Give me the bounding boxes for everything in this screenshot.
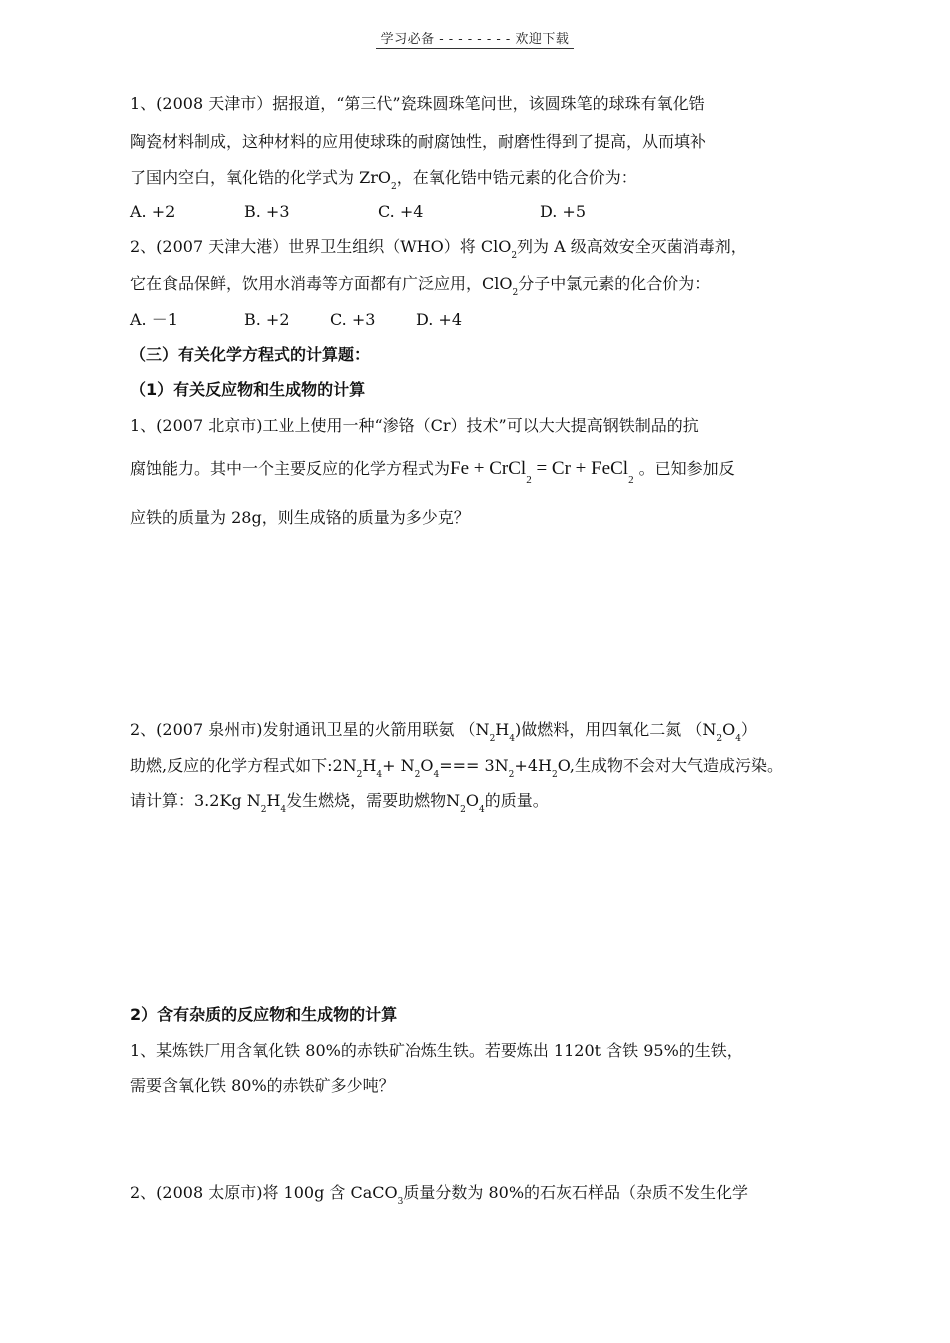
subscript: 2 (716, 734, 723, 744)
impurity2-line-1-tail: 质量分数为 80%的石灰石样品（杂质不发生化学 (403, 1183, 749, 1202)
subscript: 4 (509, 734, 515, 744)
equation-subscript-1: 2 (526, 474, 532, 486)
calc1-line-1: 1、(2007 北京市)工业上使用一种“渗铬（Cr）技术”可以大大提高钢铁制品的抗 (130, 416, 699, 435)
q1-option-a: A. +2 (130, 202, 176, 221)
subscript: 2 (414, 770, 421, 780)
header-rule (376, 48, 574, 49)
formula-part: O (722, 720, 736, 739)
calc2-line-1-tail: ） (740, 720, 757, 739)
calc1-line-2 (130, 458, 735, 486)
q1-option-d: D. +5 (540, 202, 587, 221)
q1-line-1: 1、(2008 天津市）据报道，“第三代”瓷珠圆珠笔问世，该圆珠笔的球珠有氧化锆 (130, 94, 705, 113)
subscript: 2 (260, 805, 267, 815)
subscript: 2 (489, 734, 496, 744)
calc2-line-3 (130, 791, 549, 815)
calc2-line-1-text: 2、(2007 泉州市)发射通讯卫星的火箭用联氨 （N (130, 720, 490, 739)
q2-line-1-tail: 列为 A 级高效安全灭菌消毒剂， (517, 237, 747, 256)
q2-option-c: C. +3 (330, 310, 376, 329)
formula-part: H (362, 756, 377, 775)
formula-part: O (420, 756, 434, 775)
calc2-line-2-text: 助燃,反应的化学方程式如下:2N (130, 756, 357, 775)
subscript: 4 (479, 805, 485, 815)
calc2-line-1 (130, 720, 757, 744)
q2-line-1 (130, 237, 747, 261)
q2-option-a: A. －1 (130, 310, 178, 329)
impurity2-line-1 (130, 1183, 749, 1207)
subscript: 4 (433, 770, 440, 780)
calc2-line-1-mid: )做燃料，用四氧化二氮 （N (514, 720, 717, 739)
q1-option-b: B. +3 (244, 202, 290, 221)
equation-rhs: = Cr + FeCl (531, 458, 629, 479)
q1-line-3-tail: ，在氧化锆中锆元素的化合价为： (396, 168, 637, 187)
q2-line-2 (130, 274, 711, 298)
equation-subscript-2: 2 (628, 474, 634, 486)
caco3-subscript: 3 (397, 1197, 404, 1207)
formula-part: === 3N (439, 756, 509, 775)
calc1-line-2-text: 腐蚀能力。其中一个主要反应的化学方程式为 (130, 459, 451, 478)
calc2-line-2 (130, 756, 783, 780)
page-header: 学习必备 - - - - - - - - 欢迎下载 (380, 32, 570, 47)
calc2-line-3-text: 请计算：3.2Kg N (130, 791, 261, 810)
q2-option-b: B. +2 (244, 310, 290, 329)
subscript: 2 (551, 770, 558, 780)
q2-line-2-tail: 分子中氯元素的化合价为： (518, 274, 711, 293)
chemical-equation (450, 458, 634, 486)
section-3-title: （三）有关化学方程式的计算题： (130, 345, 371, 364)
calc2-line-3-tail: 的质量。 (484, 791, 549, 810)
equation-lhs: Fe + CrCl (450, 458, 527, 479)
subscript: 4 (376, 770, 383, 780)
subscript: 2 (460, 805, 466, 815)
calc1-line-2-tail: 。已知参加反 (633, 459, 735, 478)
formula-part: + N (382, 756, 415, 775)
q2-option-d: D. +4 (416, 310, 463, 329)
q2-subscript-2: 2 (512, 288, 519, 298)
impurity2-line-1-text: 2、(2008 太原市)将 100g 含 CaCO (130, 1183, 398, 1202)
subsection-1-title: （1）有关反应物和生成物的计算 (130, 380, 366, 399)
impurity1-line-1: 1、某炼铁厂用含氧化铁 80%的赤铁矿冶炼生铁。若要炼出 1120t 含铁 95%的生铁， (130, 1041, 743, 1060)
formula-part: +4H (514, 756, 552, 775)
subsection-2-title: 2）含有杂质的反应物和生成物的计算 (130, 1005, 398, 1024)
formula-part: H (495, 720, 510, 739)
q2-line-1-text: 2、(2007 天津大港）世界卫生组织（WHO）将 ClO (130, 237, 512, 256)
formula-part: H (266, 791, 281, 810)
q1-subscript: 2 (390, 182, 397, 192)
q1-line-3-text: 了国内空白，氧化锆的化学式为 ZrO (130, 168, 391, 187)
subscript: 4 (280, 805, 287, 815)
q1-line-2: 陶瓷材料制成，这种材料的应用使球珠的耐腐蚀性，耐磨性得到了提高，从而填补 (130, 132, 707, 151)
impurity1-line-2: 需要含氧化铁 80%的赤铁矿多少吨？ (130, 1076, 395, 1095)
formula-part: O (465, 791, 480, 810)
q1-line-3 (130, 168, 637, 192)
calc2-line-2-tail: O,生成物不会对大气造成污染。 (557, 756, 783, 775)
calc1-line-3: 应铁的质量为 28g，则生成铬的质量为多少克？ (130, 508, 470, 527)
calc2-line-3-mid: 发生燃烧，需要助燃物N (286, 791, 461, 810)
subscript: 2 (508, 770, 515, 780)
q2-subscript-1: 2 (511, 251, 518, 261)
q1-option-c: C. +4 (378, 202, 424, 221)
subscript: 4 (735, 734, 741, 744)
subscript: 2 (356, 770, 363, 780)
q2-line-2-text: 它在食品保鲜，饮用水消毒等方面都有广泛应用，ClO (130, 274, 513, 293)
